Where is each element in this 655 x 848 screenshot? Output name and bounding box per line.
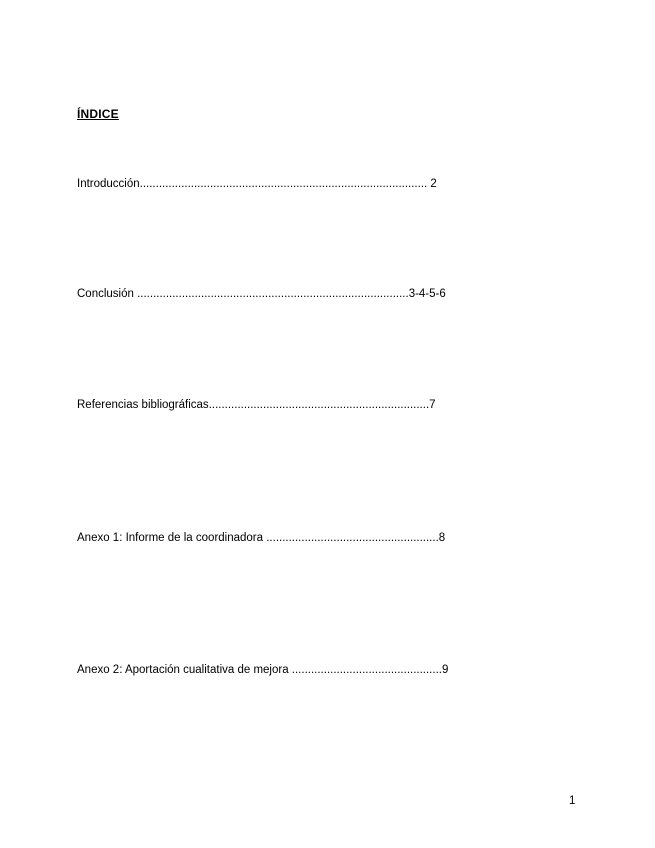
toc-entry-anexo-2 <box>77 663 448 677</box>
toc-entry-label: Conclusión <box>77 288 138 300</box>
toc-entry-leader: ..................................................................................... <box>137 288 409 300</box>
toc-entry-page: 3-4-5-6 <box>408 288 446 300</box>
toc-entry-label: Referencias bibliográficas <box>77 399 209 411</box>
toc-entry-leader: .......................................................................................... <box>139 178 431 190</box>
toc-entry-anexo-1 <box>77 531 445 545</box>
toc-entry-label: Anexo 1: Informe de la coordinadora <box>77 532 267 544</box>
toc-entry-label: Anexo 2: Aportación cualitativa de mejora <box>77 664 292 676</box>
toc-entry-leader: ............................................... <box>291 664 442 676</box>
toc-entry-page: 2 <box>430 178 437 190</box>
page-number: 1 <box>569 795 576 807</box>
toc-entry-conclusion <box>77 287 446 301</box>
toc-entry-introduccion <box>77 177 437 191</box>
toc-entry-leader: ..................................................................... <box>208 399 430 411</box>
toc-entry-page: 8 <box>438 532 446 544</box>
toc-entry-page: 7 <box>429 399 436 411</box>
toc-entry-referencias <box>77 398 436 412</box>
toc-entry-leader: ...................................................... <box>266 532 439 544</box>
toc-entry-page: 9 <box>441 664 449 676</box>
index-title: ÍNDICE <box>77 107 119 121</box>
toc-entry-label: Introducción <box>77 178 140 190</box>
